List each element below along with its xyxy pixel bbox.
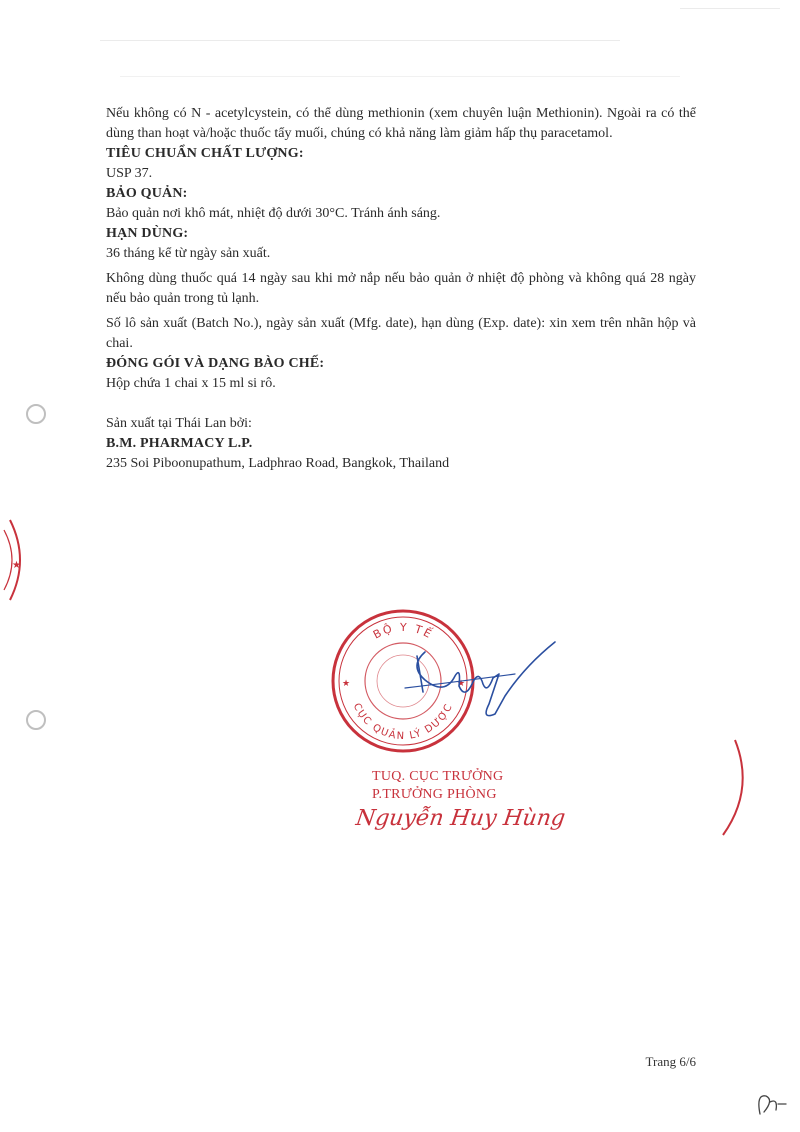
heading-packaging: ĐÓNG GÓI VÀ DẠNG BÀO CHẾ:	[106, 356, 325, 371]
manufacturer-address: 235 Soi Piboonupathum, Ladphrao Road, Bangkok, Thailand	[106, 456, 450, 471]
svg-text:★: ★	[12, 560, 21, 571]
partial-seal-left	[0, 510, 40, 610]
seal-bottom-text: CỤC QUẢN LÝ DƯỢC	[350, 701, 456, 743]
stamp-title-line1: TUQ. CỤC TRƯỞNG	[372, 769, 504, 784]
made-in-text: Sản xuất tại Thái Lan bởi:	[106, 416, 252, 431]
seal-top-text: BỘ Y TẾ	[371, 620, 436, 642]
heading-quality-standard: TIÊU CHUẨN CHẤT LƯỢNG:	[106, 146, 304, 161]
scan-artifact	[680, 8, 780, 9]
scan-artifact	[100, 40, 620, 41]
expiry-text: 36 tháng kể từ ngày sản xuất.	[106, 246, 271, 261]
partial-seal-right	[715, 735, 755, 845]
heading-storage: BẢO QUẢN:	[106, 186, 188, 201]
page-number: Trang 6/6	[645, 1054, 696, 1069]
quality-standard-text: USP 37.	[106, 166, 153, 181]
heading-expiry: HẠN DÙNG:	[106, 226, 189, 241]
punch-hole-bottom	[26, 710, 46, 730]
storage-text: Bảo quản nơi khô mát, nhiệt độ dưới 30°C. Tránh ánh sáng.	[106, 206, 441, 221]
packaging-text: Hộp chứa 1 chai x 15 ml si rô.	[106, 376, 276, 391]
stamp-signer-name: Nguyễn Huy Hùng	[354, 806, 567, 831]
initials-mark	[752, 1088, 792, 1122]
paragraph-acetylcystein: Nếu không có N - acetylcystein, có thể dùng methionin (xem chuyên luận Methionin). Ngoài ra có thể dùng than hoạt và/hoặc thuốc tẩy muối, chúng có khả năng làm giảm hấp thụ paracetamol.	[106, 106, 696, 141]
punch-hole-top	[26, 404, 46, 424]
batch-note: Số lô sản xuất (Batch No.), ngày sản xuất (Mfg. date), hạn dùng (Exp. date): xin xem trên nhãn hộp và chai.	[106, 316, 696, 351]
svg-text:★: ★	[457, 679, 466, 689]
signature	[395, 626, 565, 726]
scan-artifact	[120, 76, 680, 77]
expiry-note: Không dùng thuốc quá 14 ngày sau khi mở nắp nếu bảo quản ở nhiệt độ phòng và không quá 28 ngày nếu bảo quản trong tủ lạnh.	[106, 271, 696, 306]
svg-text:★: ★	[342, 679, 351, 689]
stamp-title-line2: P.TRƯỞNG PHÒNG	[372, 787, 497, 802]
document-body	[106, 104, 696, 474]
manufacturer-name: B.M. PHARMACY L.P.	[106, 436, 253, 451]
